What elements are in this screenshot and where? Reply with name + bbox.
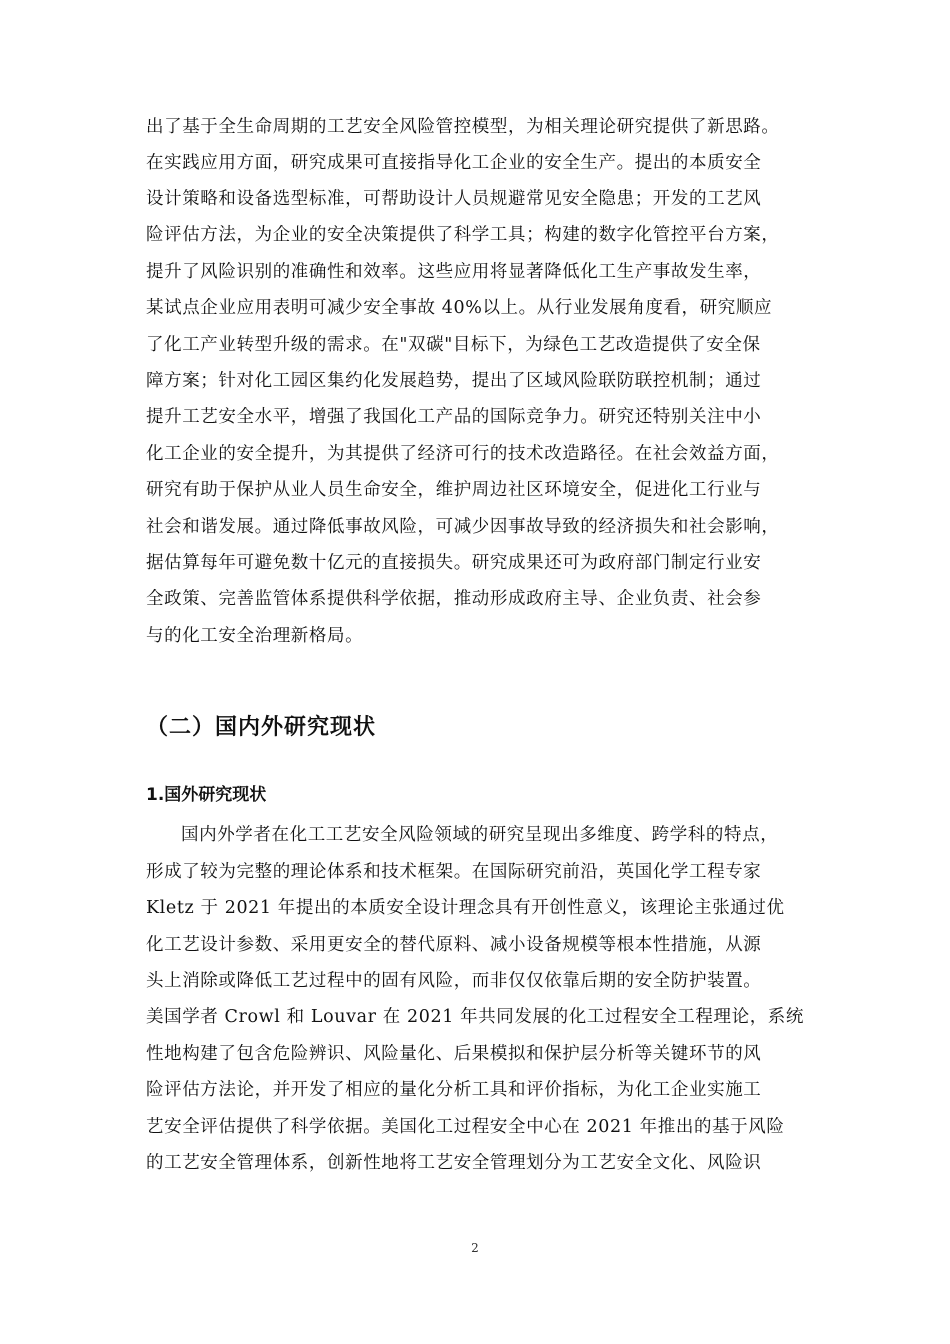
paragraph-line: 提升工艺安全水平，增强了我国化工产品的国际竞争力。研究还特别关注中小 xyxy=(146,407,762,427)
paragraph-line: 的工艺安全管理体系，创新性地将工艺安全管理划分为工艺安全文化、风险识 xyxy=(146,1153,762,1173)
paragraph-line: 艺安全评估提供了科学依据。美国化工过程安全中心在 2021 年推出的基于风险 xyxy=(146,1117,785,1137)
paragraph-line: 全政策、完善监管体系提供科学依据，推动形成政府主导、企业负责、社会参 xyxy=(146,589,762,609)
paragraph-line: 设计策略和设备选型标准，可帮助设计人员规避常见安全隐患；开发的工艺风 xyxy=(146,189,762,209)
paragraph-line: 形成了较为完整的理论体系和技术框架。在国际研究前沿，英国化学工程专家 xyxy=(146,862,762,882)
paragraph-line: 化工企业的安全提升，为其提供了经济可行的技术改造路径。在社会效益方面， xyxy=(146,444,780,464)
paragraph-line: 某试点企业应用表明可减少安全事故 40%以上。从行业发展角度看，研究顺应 xyxy=(146,298,773,318)
paragraph-line: 与的化工安全治理新格局。 xyxy=(146,626,364,646)
paragraph-line: 性地构建了包含危险辨识、风险量化、后果模拟和保护层分析等关键环节的风 xyxy=(146,1044,762,1064)
paragraph-line: 障方案；针对化工园区集约化发展趋势，提出了区域风险联防联控机制；通过 xyxy=(146,371,762,391)
paragraph-line: 头上消除或降低工艺过程中的固有风险，而非仅仅依靠后期的安全防护装置。 xyxy=(146,971,762,991)
paragraph-line: 国内外学者在化工工艺安全风险领域的研究呈现出多维度、跨学科的特点， xyxy=(181,825,779,845)
paragraph-line: 据估算每年可避免数十亿元的直接损失。研究成果还可为政府部门制定行业安 xyxy=(146,553,762,573)
paragraph-line: Kletz 于 2021 年提出的本质安全设计理念具有开创性意义，该理论主张通过优 xyxy=(146,898,785,918)
paragraph-line: 化工艺设计参数、采用更安全的替代原料、减小设备规模等根本性措施，从源 xyxy=(146,935,762,955)
paragraph-line: 出了基于全生命周期的工艺安全风险管控模型，为相关理论研究提供了新思路。 xyxy=(146,117,780,137)
subsection-heading: 1.国外研究现状 xyxy=(146,785,267,805)
paragraph-line: 社会和谐发展。通过降低事故风险，可减少因事故导致的经济损失和社会影响， xyxy=(146,517,780,537)
paragraph-line: 在实践应用方面，研究成果可直接指导化工企业的安全生产。提出的本质安全 xyxy=(146,153,762,173)
page-number: 2 xyxy=(471,1241,479,1255)
paragraph-line: 险评估方法，为企业的安全决策提供了科学工具；构建的数字化管控平台方案， xyxy=(146,225,780,245)
section-heading: （二）国内外研究现状 xyxy=(146,715,377,740)
paragraph-line: 了化工产业转型升级的需求。在"双碳"目标下，为绿色工艺改造提供了安全保 xyxy=(146,335,761,355)
paragraph-line: 研究有助于保护从业人员生命安全，维护周边社区环境安全，促进化工行业与 xyxy=(146,480,762,500)
paragraph-line: 险评估方法论，并开发了相应的量化分析工具和评价指标，为化工企业实施工 xyxy=(146,1080,762,1100)
paragraph-line: 美国学者 Crowl 和 Louvar 在 2021 年共同发展的化工过程安全工程理论，系统 xyxy=(146,1007,804,1027)
paragraph-line: 提升了风险识别的准确性和效率。这些应用将显著降低化工生产事故发生率， xyxy=(146,262,762,282)
